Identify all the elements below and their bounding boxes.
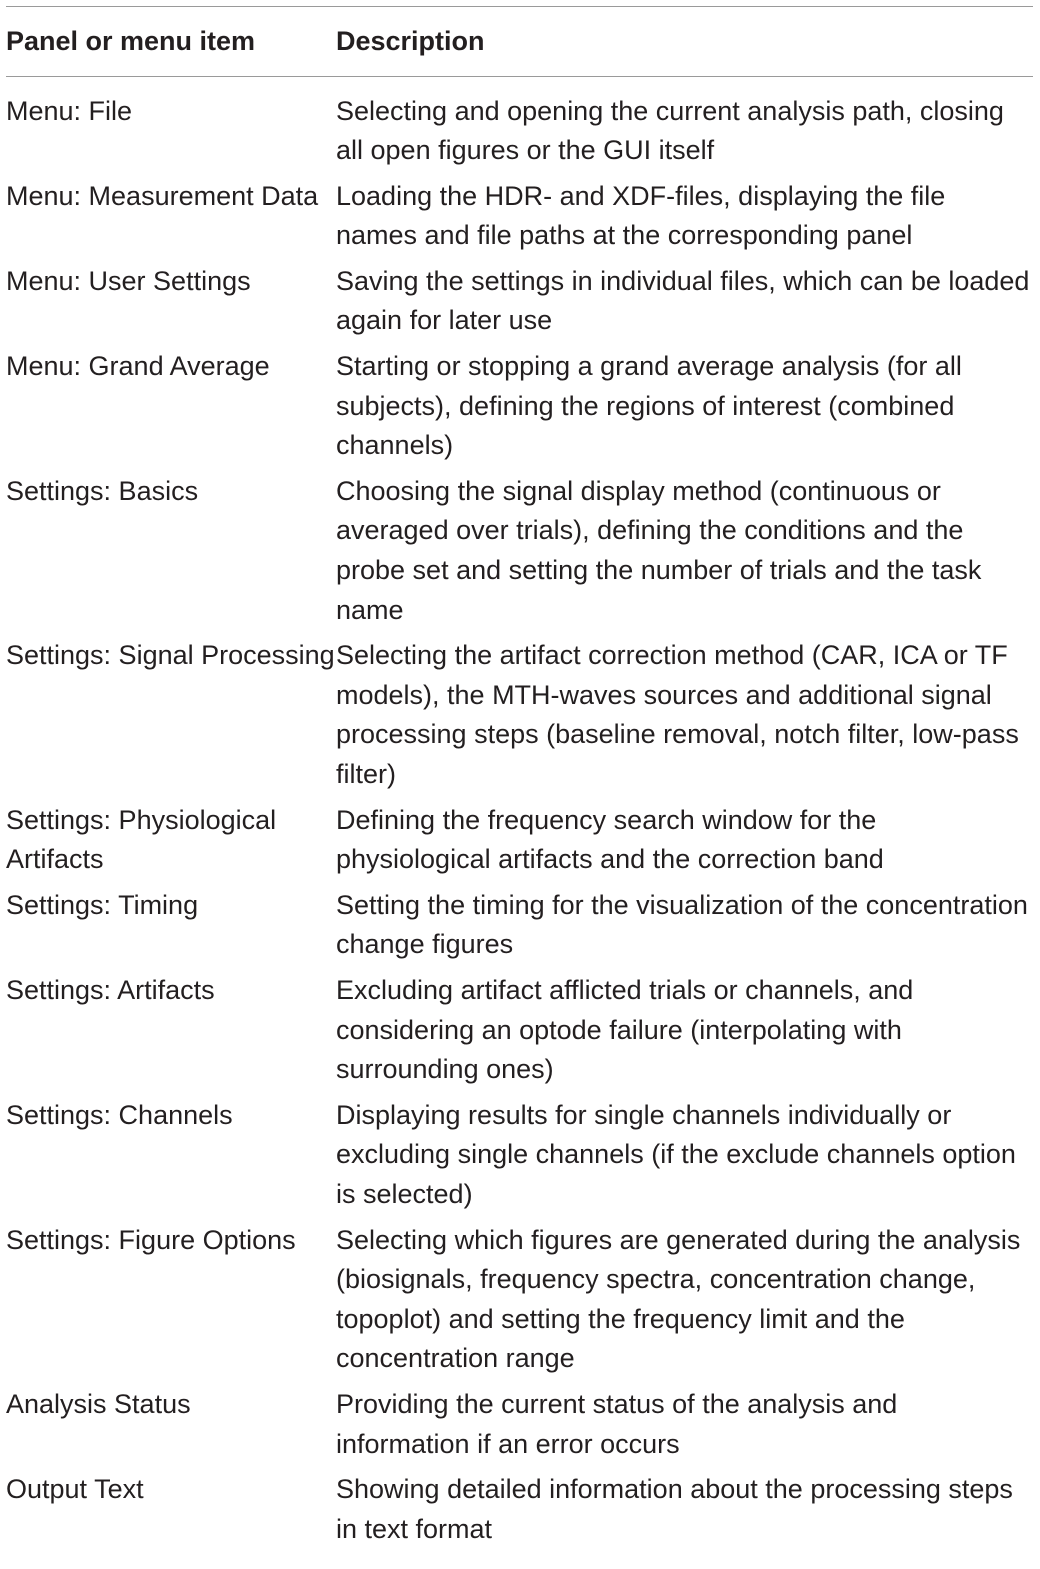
row-item: Output Text — [6, 1474, 144, 1505]
row-item: Settings: Signal Processing — [6, 640, 335, 671]
table-row — [6, 965, 1033, 1090]
row-description: Selecting which figures are generated during the analysis (biosignals, frequency spectra, concentration change, topoplot) and setting the frequency limit and the concentration range — [336, 1224, 1021, 1374]
row-item: Menu: File — [6, 95, 133, 126]
row-item: Analysis Status — [6, 1388, 191, 1419]
table-body — [6, 76, 1033, 1549]
table-row — [6, 1090, 1033, 1215]
table-row — [6, 341, 1033, 466]
row-description: Selecting the artifact correction method (CAR, ICA or TF models), the MTH-waves sources and additional signal processing steps (baseline removal, notch filter, low-pass filter) — [336, 640, 1019, 789]
row-description: Setting the timing for the visualization of the concentration change figures — [336, 889, 1028, 960]
row-description: Selecting and opening the current analysis path, closing all open figures or the GUI itself — [336, 95, 1004, 166]
table-row — [6, 880, 1033, 965]
table-row — [6, 76, 1033, 171]
row-description: Choosing the signal display method (continuous or averaged over trials), defining the conditions and the probe set and setting the number of trials and the task name — [336, 475, 982, 625]
row-item: Settings: Timing — [6, 889, 199, 920]
row-item: Menu: User Settings — [6, 265, 251, 296]
table-row — [6, 466, 1033, 630]
row-item: Menu: Grand Average — [6, 351, 270, 382]
table-row — [6, 1379, 1033, 1464]
description-table — [6, 6, 1033, 1549]
header-description: Description — [336, 7, 1033, 77]
table-row — [6, 795, 1033, 880]
row-description: Loading the HDR- and XDF-files, displaying the file names and file paths at the corresponding panel — [336, 180, 946, 251]
row-description: Excluding artifact afflicted trials or channels, and considering an optode failure (interpolating with surrounding ones) — [336, 974, 914, 1085]
row-item: Settings: Physiological Artifacts — [6, 804, 277, 875]
table-row — [6, 171, 1033, 256]
row-description: Providing the current status of the analysis and information if an error occurs — [336, 1388, 898, 1459]
table-row — [6, 1215, 1033, 1379]
row-description: Displaying results for single channels individually or excluding single channels (if the exclude channels option is selected) — [336, 1099, 1016, 1209]
header-item: Panel or menu item — [6, 7, 336, 77]
row-item: Settings: Artifacts — [6, 974, 215, 1005]
row-item: Settings: Basics — [6, 475, 199, 506]
table-header — [6, 7, 1033, 77]
table-row — [6, 256, 1033, 341]
row-description: Showing detailed information about the processing steps in text format — [336, 1474, 1013, 1544]
table-row — [6, 1464, 1033, 1549]
row-description: Starting or stopping a grand average analysis (for all subjects), defining the regions of interest (combined channels) — [336, 351, 962, 461]
row-description: Defining the frequency search window for the physiological artifacts and the correction band — [336, 804, 884, 875]
row-description: Saving the settings in individual files, which can be loaded again for later use — [336, 265, 1030, 336]
header-row — [6, 7, 1033, 77]
row-item: Settings: Channels — [6, 1099, 233, 1130]
row-item: Menu: Measurement Data — [6, 180, 319, 211]
row-item: Settings: Figure Options — [6, 1224, 296, 1255]
table-row — [6, 630, 1033, 794]
